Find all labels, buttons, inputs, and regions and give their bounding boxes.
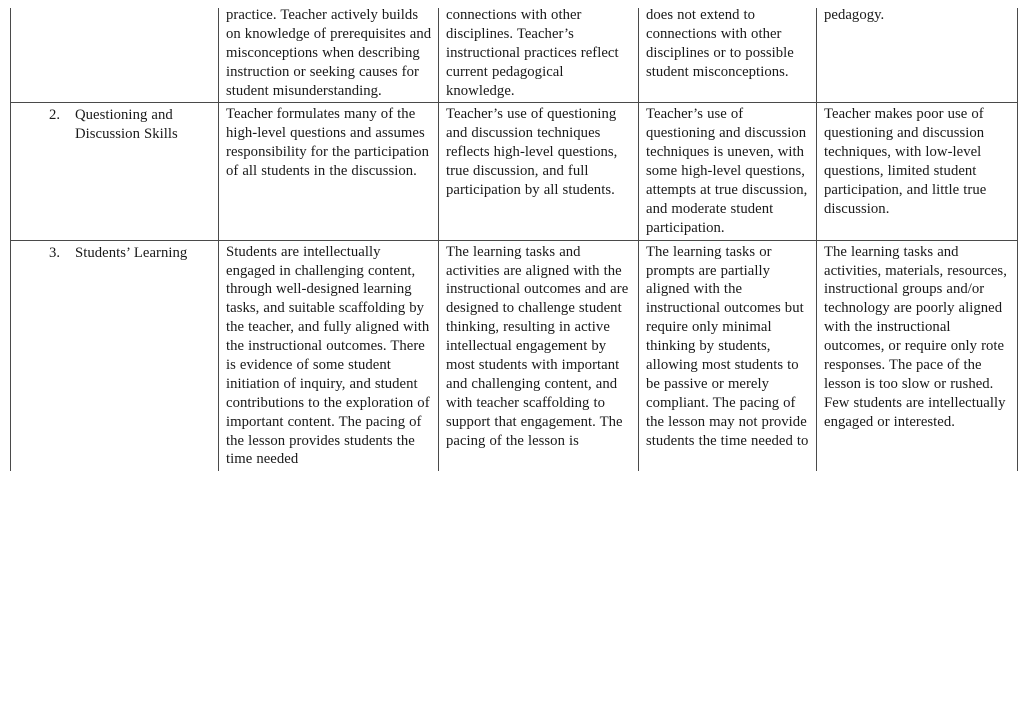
- table-cell-proficient: [439, 240, 639, 471]
- table-row: [11, 240, 1018, 471]
- table-cell-distinguished: [219, 8, 439, 103]
- table-cell-distinguished: [219, 240, 439, 471]
- domain-list-item: [18, 243, 212, 263]
- rubric-table: [10, 8, 1018, 471]
- cell-text: Teacher makes poor use of questioning and discussion techniques, with low-level questions, limited student participation, and little true discussion.: [824, 106, 987, 217]
- cell-text: Students are intellectually engaged in challenging content, through well-designed learning tasks, and suitable scaffolding by the teacher, and fully aligned with the instructional outcomes. There is evidence of some student initiation of inquiry, and student contributions to the exploration of important content. The pacing of the lesson provides students the time needed: [226, 243, 430, 468]
- cell-text: Teacher’s use of questioning and discussion techniques is uneven, with some high-level questions, attempts at true discussion, and moderate student participation.: [646, 106, 808, 236]
- cell-text: practice. Teacher actively builds on knowledge of prerequisites and misconceptions when describing instruction or seeking causes for student misunderstanding.: [226, 7, 432, 99]
- table-cell-proficient: [439, 8, 639, 103]
- table-cell-basic: [639, 240, 817, 471]
- table-cell-unsatisfactory: [817, 8, 1018, 103]
- domain-label: Students’ Learning: [75, 244, 188, 261]
- rubric-table-body: [11, 8, 1018, 471]
- domain-number: 3.: [49, 244, 61, 261]
- domain-label: Questioning and Discussion Skills: [75, 107, 178, 143]
- table-cell-proficient: [439, 103, 639, 240]
- table-cell-basic: [639, 8, 817, 103]
- cell-text: does not extend to connections with other disciplines or to possible student misconceptions.: [646, 7, 794, 80]
- cell-text: The learning tasks or prompts are partially aligned with the instructional outcomes but require only minimal thinking by students, allowing most students to be passive or merely compliant. The pacing of the lesson may not provide students the time needed to: [646, 243, 809, 449]
- cell-text: connections with other disciplines. Teacher’s instructional practices reflect current pedagogical knowledge.: [446, 7, 619, 99]
- cell-text: The learning tasks and activities are aligned with the instructional outcomes and are designed to challenge student thinking, resulting in active intellectual engagement by most students with important and challenging content, and with teacher scaffolding to support that engagement. The pacing of the lesson is: [446, 243, 629, 449]
- table-row: [11, 8, 1018, 103]
- table-cell-domain: [11, 103, 219, 240]
- cell-text: Teacher’s use of questioning and discussion techniques reflects high-level questions, true discussion, and full participation by all students.: [446, 106, 618, 199]
- domain-list-item: [18, 105, 212, 144]
- cell-text: pedagogy.: [824, 7, 885, 23]
- table-cell-unsatisfactory: [817, 103, 1018, 240]
- domain-number: 2.: [49, 107, 61, 124]
- table-cell-domain: [11, 240, 219, 471]
- table-cell-basic: [639, 103, 817, 240]
- table-cell-distinguished: [219, 103, 439, 240]
- table-cell-unsatisfactory: [817, 240, 1018, 471]
- table-row: [11, 103, 1018, 240]
- cell-text: The learning tasks and activities, materials, resources, instructional groups and/or technology are poorly aligned with the instructional outcomes, or require only rote responses. The pace of the lesson is too slow or rushed. Few students are intellectually engaged or interested.: [824, 243, 1007, 430]
- table-cell-domain: [11, 8, 219, 103]
- cell-text: Teacher formulates many of the high-level questions and assumes responsibility for the participation of all students in the discussion.: [226, 106, 429, 180]
